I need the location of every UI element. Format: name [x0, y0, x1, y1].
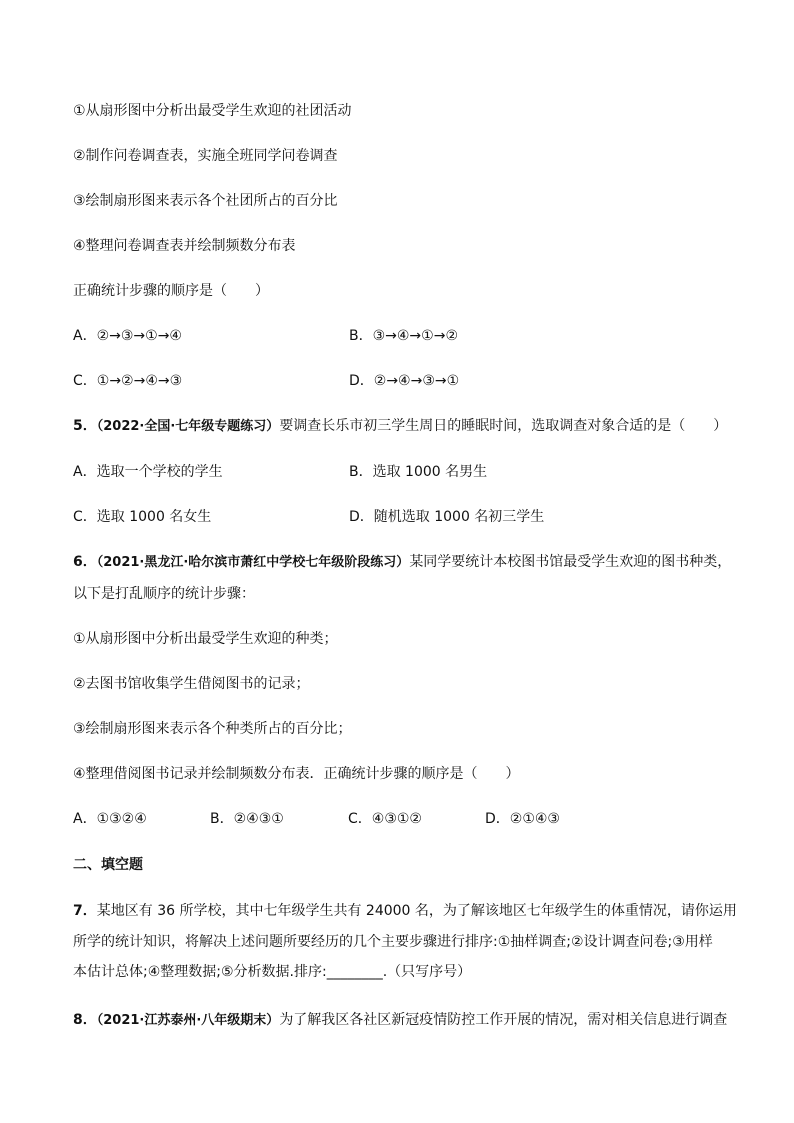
q4-prompt: 正确统计步骤的顺序是（ ）: [73, 283, 269, 299]
q8-text: 为了解我区各社区新冠疫情防控工作开展的情况，需对相关信息进行调查: [279, 1012, 728, 1028]
q6-step-3: ③绘制扇形图来表示各个种类所占的百分比；: [73, 721, 352, 737]
q7-line-1: [73, 901, 737, 921]
q6-option-c: C．④③①②: [348, 811, 422, 827]
q4-step-3: ③绘制扇形图来表示各个社团所占的百分比: [73, 193, 338, 209]
q6-step-2: ②去图书馆收集学生借阅图书的记录；: [73, 676, 310, 692]
q8-number: 8．: [73, 1012, 97, 1028]
q6-step-4: ④整理借阅图书记录并绘制频数分布表．正确统计步骤的顺序是（ ）: [73, 766, 520, 782]
q5-option-a: A．选取一个学校的学生: [73, 464, 223, 480]
q4-option-c: C．①→②→④→③: [73, 373, 183, 389]
q5-option-d: D．随机选取 1000 名初三学生: [349, 509, 545, 525]
q5-option-b: B．选取 1000 名男生: [349, 464, 488, 480]
q5-text: 要调查长乐市初三学生周日的睡眠时间，选取调查对象合适的是（ ）: [279, 418, 728, 434]
q6-step-1: ①从扇形图中分析出最受学生欢迎的种类；: [73, 631, 338, 647]
q6-text-1: 某同学要统计本校图书馆最受学生欢迎的图书种类，: [409, 554, 732, 570]
q8-source: （2021·江苏泰州·八年级期末）: [96, 1013, 280, 1028]
q4-step-4: ④整理问卷调查表并绘制频数分布表: [73, 238, 296, 254]
q7-number: 7．: [73, 903, 97, 919]
q6-source: （2021·黑龙江·哈尔滨市萧红中学校七年级阶段练习）: [96, 555, 410, 570]
q6-stem: [73, 552, 731, 573]
q5-source: （2022·全国·七年级专题练习）: [96, 419, 280, 434]
q6-option-b: B．②④③①: [210, 811, 284, 827]
q6-option-d: D．②①④③: [485, 811, 560, 827]
q5-stem: [73, 416, 727, 437]
q5-number: 5．: [73, 418, 97, 434]
q6-number: 6．: [73, 554, 97, 570]
q6-option-a: A．①③②④: [73, 811, 147, 827]
section-heading-fill-in: 二、填空题: [73, 857, 143, 873]
q4-option-b: B．③→④→①→②: [349, 328, 458, 344]
q5-option-c: C．选取 1000 名女生: [73, 509, 212, 525]
q7-line-3: 本估计总体;④整理数据;⑤分析数据.排序:________.（只写序号）: [73, 964, 472, 980]
q7-line-2: 所学的统计知识，将解决上述问题所要经历的几个主要步骤进行排序:①抽样调查;②设计调查问卷;③用样: [73, 934, 713, 950]
q7-text-1: 某地区有 36 所学校，其中七年级学生共有 24000 名，为了解该地区七年级学生的体重情况，请你运用: [96, 903, 737, 919]
q4-step-2: ②制作问卷调查表，实施全班同学问卷调查: [73, 148, 338, 164]
q4-option-a: A．②→③→①→④: [73, 328, 182, 344]
q8-stem: [73, 1010, 727, 1031]
q4-step-1: ①从扇形图中分析出最受学生欢迎的社团活动: [73, 103, 352, 119]
q4-option-d: D．②→④→③→①: [349, 373, 460, 389]
q6-text-2: 以下是打乱顺序的统计步骤：: [73, 586, 255, 602]
